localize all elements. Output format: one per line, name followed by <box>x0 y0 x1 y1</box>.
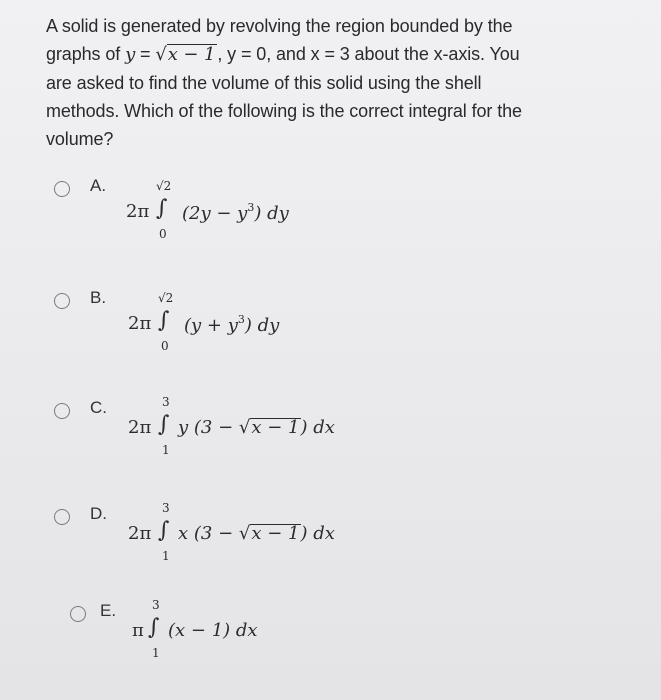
option-a[interactable]: A. 2π √2 ∫ 0 $(2y - y^3)$ dy <box>54 181 614 271</box>
question-line-3: are asked to find the volume of this solid using the shell <box>46 73 482 93</box>
integral-sign-icon: ∫ <box>148 615 160 640</box>
option-letter-e: E. <box>100 601 117 620</box>
option-c[interactable]: C. 2π 3 ∫ 1 y (3 − √x − 1) dx <box>54 403 614 493</box>
option-letter-b: B. <box>90 288 107 307</box>
question-line-2: graphs of y = √x − 1 , y = 0, and x = 3 about the x-axis. You <box>46 44 520 65</box>
option-e[interactable]: E. π 3 ∫ 1 (x − 1) dx <box>54 606 614 696</box>
question-line-5: volume? <box>46 129 114 149</box>
radio-button-d[interactable] <box>54 509 70 525</box>
radio-button-b[interactable] <box>54 293 70 309</box>
integral-sign-icon: ∫ <box>158 412 170 437</box>
sqrt-symbol: √ <box>238 523 251 544</box>
sqrt-symbol: √ <box>155 44 167 65</box>
radio-button-e[interactable] <box>70 606 86 622</box>
sqrt-symbol: √ <box>238 417 251 438</box>
option-letter-d: D. <box>90 504 107 523</box>
question-line-4: methods. Which of the following is the correct integral for the <box>46 101 522 121</box>
option-letter-a: A. <box>90 176 107 195</box>
integral-sign-icon: ∫ <box>158 518 170 543</box>
question-text <box>46 12 606 153</box>
question-line-1: A solid is generated by revolving the region bounded by the <box>46 16 513 36</box>
option-b[interactable]: B. 2π √2 ∫ 0 $(y + y^3)$ dy <box>54 293 614 383</box>
integral-sign-icon: ∫ <box>158 308 170 333</box>
sqrt-radicand: x − 1 <box>167 44 216 65</box>
option-d[interactable]: D. 2π 3 ∫ 1 x (3 − √x − 1) dx <box>54 509 614 599</box>
radio-button-c[interactable] <box>54 403 70 419</box>
integral-sign-icon: ∫ <box>156 196 168 221</box>
radio-button-a[interactable] <box>54 181 70 197</box>
option-letter-c: C. <box>90 398 107 417</box>
equation-y: y <box>125 44 136 65</box>
